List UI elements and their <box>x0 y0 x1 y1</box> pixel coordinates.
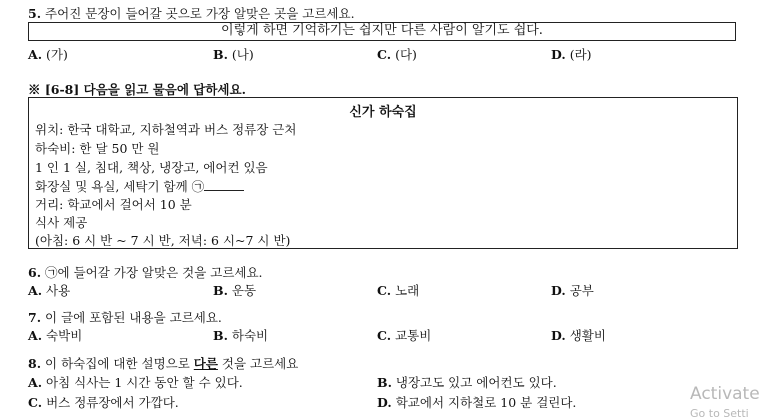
q8-prompt <box>28 354 298 372</box>
q6-number: 6. <box>28 265 42 280</box>
option-text: 학교에서 지하철로 10 분 걸린다. <box>395 395 577 410</box>
option-letter: B. <box>213 283 228 298</box>
option-text: 숙박비 <box>46 328 83 343</box>
option-text: 사용 <box>46 283 71 298</box>
option-letter: D. <box>551 47 566 62</box>
option-text: 버스 정류장에서 가깝다. <box>46 395 179 410</box>
option-letter: B. <box>377 375 392 390</box>
q5-option-b[interactable] <box>213 45 254 63</box>
option-text: (라) <box>569 47 592 62</box>
option-letter: C. <box>377 47 392 62</box>
option-letter: D. <box>377 395 392 410</box>
notice-box <box>28 97 738 249</box>
q8-prompt-emphasis: 다른 <box>193 356 218 371</box>
q7-number: 7. <box>28 310 42 325</box>
notice-line: 하숙비: 한 달 50 만 원 <box>35 141 160 156</box>
q8-prompt-text-end: 것을 고르세요 <box>217 356 299 371</box>
q7-prompt-text: 이 글에 포함된 내용을 고르세요. <box>45 310 222 325</box>
notice-line: (아침: 6 시 반 ~ 7 시 반, 저녁: 6 시~7 시 반) <box>35 233 291 248</box>
option-letter: A. <box>28 283 43 298</box>
q7-prompt <box>28 308 222 326</box>
notice-line-with-blank <box>35 177 244 195</box>
answer-blank <box>204 179 244 191</box>
option-letter: B. <box>213 47 228 62</box>
q6-prompt-text: ㉠에 들어갈 가장 알맞은 것을 고르세요. <box>45 265 263 280</box>
option-text: 냉장고도 있고 에어컨도 있다. <box>395 375 557 390</box>
q8-option-a[interactable] <box>28 373 243 391</box>
option-text: 교통비 <box>395 328 432 343</box>
q7-option-c[interactable] <box>377 326 431 344</box>
option-text: 하숙비 <box>231 328 269 343</box>
q7-option-d[interactable] <box>551 326 606 344</box>
q5-prompt-text: 주어진 문장이 들어갈 곳으로 가장 알맞은 곳을 고르세요. <box>45 6 355 21</box>
q8-option-c[interactable] <box>28 393 179 411</box>
notice-title: 신가 하숙집 <box>349 105 417 120</box>
option-letter: D. <box>551 328 566 343</box>
q6-option-b[interactable] <box>213 281 256 299</box>
option-letter: A. <box>28 328 43 343</box>
q5-option-d[interactable] <box>551 45 592 63</box>
section-heading: ※ [6-8] 다음을 읽고 물음에 답하세요. <box>28 82 246 97</box>
q5-option-a[interactable] <box>28 45 68 63</box>
option-letter: C. <box>377 283 392 298</box>
activation-watermark-sub: Go to Setti <box>690 407 749 420</box>
notice-line: 식사 제공 <box>35 215 88 230</box>
notice-line: 위치: 한국 대학교, 지하철역과 버스 정류장 근처 <box>35 122 297 137</box>
option-text: 운동 <box>231 283 257 298</box>
q6-option-a[interactable] <box>28 281 70 299</box>
option-text: 아침 식사는 1 시간 동안 할 수 있다. <box>46 375 243 390</box>
q6-option-d[interactable] <box>551 281 594 299</box>
option-text: 공부 <box>569 283 594 298</box>
q8-option-d[interactable] <box>377 393 576 411</box>
option-text: (다) <box>395 47 417 62</box>
q5-option-c[interactable] <box>377 45 417 63</box>
option-text: (가) <box>46 47 68 62</box>
q7-option-b[interactable] <box>213 326 268 344</box>
option-letter: D. <box>551 283 566 298</box>
activation-watermark: Activate <box>690 384 760 404</box>
option-text: 노래 <box>395 283 420 298</box>
q6-option-c[interactable] <box>377 281 419 299</box>
option-text: 생활비 <box>569 328 606 343</box>
notice-line: 거리: 학교에서 걸어서 10 분 <box>35 197 192 212</box>
q8-prompt-text: 이 하숙집에 대한 설명으로 <box>45 356 194 371</box>
q5-prompt <box>28 4 355 22</box>
option-letter: C. <box>28 395 43 410</box>
option-letter: A. <box>28 47 43 62</box>
option-letter: B. <box>213 328 228 343</box>
q8-option-b[interactable] <box>377 373 557 391</box>
q5-number: 5. <box>28 6 42 21</box>
notice-line: 1 인 1 실, 침대, 책상, 냉장고, 에어컨 있음 <box>35 160 268 175</box>
option-text: (나) <box>231 47 254 62</box>
q5-sentence-box: 이렇게 하면 기억하기는 쉽지만 다른 사람이 알기도 쉽다. <box>28 22 736 41</box>
option-letter: C. <box>377 328 392 343</box>
option-letter: A. <box>28 375 43 390</box>
q6-prompt <box>28 263 263 281</box>
q8-number: 8. <box>28 356 42 371</box>
notice-line-text: 화장실 및 욕실, 세탁기 함께 ㉠ <box>35 179 205 194</box>
q7-option-a[interactable] <box>28 326 82 344</box>
